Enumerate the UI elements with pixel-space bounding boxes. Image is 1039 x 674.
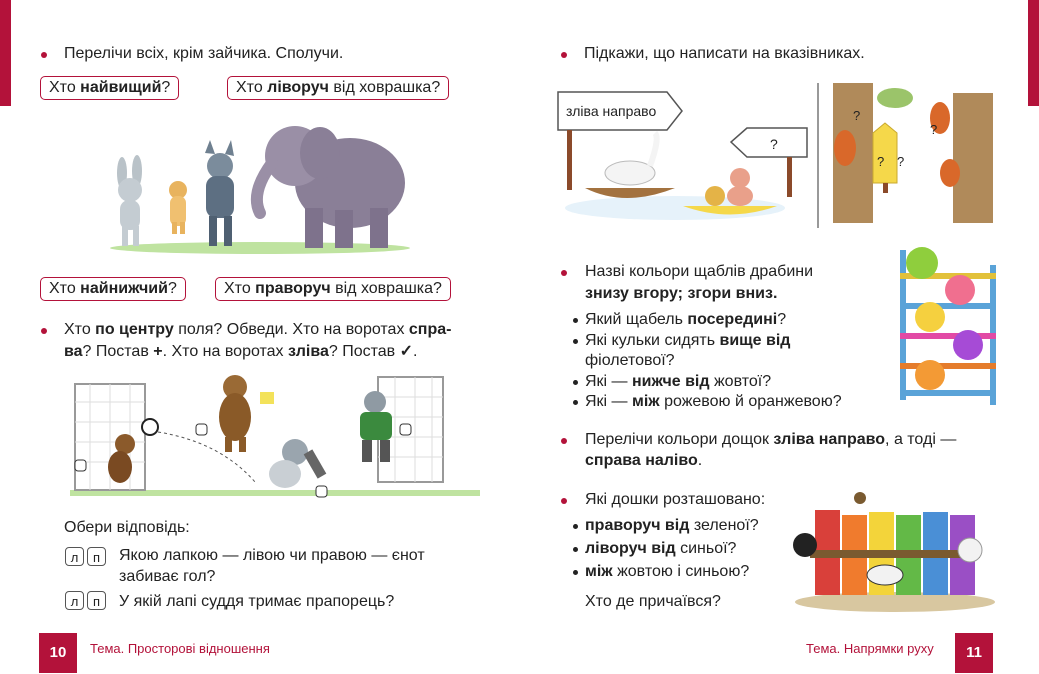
answer-question-1: Якою лапкою — лівою чи правою — єнот	[119, 547, 425, 564]
task-line: ва? Постав +. Хто на воротах зліва? Постав ✓.	[64, 343, 418, 360]
sub-question: ліворуч від синьої?	[585, 540, 737, 557]
sign2-label: ?	[770, 136, 778, 152]
task-line: справа наліво.	[585, 452, 703, 469]
footer-topic: Тема. Просторові відношення	[90, 641, 270, 656]
sign5-label: ?	[930, 122, 938, 137]
white-cat-figure	[958, 538, 982, 562]
sign-left-arrow	[731, 128, 807, 157]
rabbit-figure	[117, 155, 142, 246]
right-choice-box[interactable]: п	[87, 591, 106, 610]
right-choice-box[interactable]: п	[87, 547, 106, 566]
spotted-cat-figure	[867, 565, 903, 585]
sub-question: Які кульки сидять вище від	[585, 332, 791, 349]
task-instruction: Підкажи, що написати на вказівниках.	[584, 45, 865, 62]
task-question: Хто де причаївся?	[585, 593, 721, 610]
task-bullet	[561, 52, 567, 58]
page-number: 11	[955, 633, 993, 673]
sub-question-cont: фіолетової?	[585, 352, 675, 369]
question-box-right-of: Хто праворуч від ховрашка?	[215, 277, 451, 301]
answer-question-1-cont: забиває гол?	[119, 568, 216, 585]
task-bullet	[561, 270, 567, 276]
ball-icon	[142, 419, 158, 435]
task-title: Які дошки розташовано:	[585, 491, 766, 508]
svg-text:?: ?	[853, 108, 861, 123]
flag-icon	[260, 392, 274, 404]
sub-bullet	[573, 380, 578, 385]
elephant-figure	[257, 126, 405, 248]
left-choice-box[interactable]: л	[65, 591, 84, 610]
sub-bullet	[573, 400, 578, 405]
question-box-left-of: Хто ліворуч від ховрашка?	[227, 76, 449, 100]
task-instruction: Перелічи всіх, крім зайчика. Сполучи.	[64, 45, 344, 62]
task-line: Хто по центру поля? Обведи. Хто на воротах спра-	[64, 321, 452, 338]
answer-square	[196, 424, 207, 435]
monkey-figure	[108, 434, 135, 483]
bear-figure	[219, 375, 274, 452]
plus-icon: +	[153, 343, 163, 360]
task-bullet	[561, 438, 567, 444]
right-corner-marker	[1028, 0, 1039, 106]
left-choice-box[interactable]: л	[65, 547, 84, 566]
task-bullet	[561, 498, 567, 504]
task-bullet	[41, 52, 47, 58]
ladder-illustration	[890, 245, 1000, 405]
sub-bullet	[573, 318, 578, 323]
answer-square	[75, 460, 86, 471]
choose-title: Обери відповідь:	[64, 519, 190, 536]
sub-question: праворуч від зеленої?	[585, 517, 759, 534]
sub-bullet	[573, 339, 578, 344]
goalkeeper-figure	[360, 391, 392, 462]
sub-question: між жовтою і синьою?	[585, 563, 750, 580]
wolf-figure	[205, 140, 234, 246]
sub-question: Який щабель посередині?	[585, 311, 787, 328]
answer-square	[400, 424, 411, 435]
page-number: 10	[39, 633, 77, 673]
black-cat-figure	[793, 533, 817, 557]
task-line: Назві кольори щаблів драбини	[585, 263, 814, 280]
task-bullet	[41, 328, 47, 334]
animals-illustration	[100, 118, 410, 258]
sub-bullet	[573, 524, 578, 529]
sign3-label: ?	[877, 154, 885, 169]
sub-question: Які — між рожевою й оранжевою?	[585, 393, 842, 410]
question-box-shortest: Хто найнижчий?	[40, 277, 186, 301]
bird-figure	[854, 492, 866, 504]
sign4-label: ?	[897, 154, 905, 169]
task-line-bold: знизу вгору; згори вниз.	[585, 285, 778, 302]
sign1-label: зліва направо	[566, 103, 657, 119]
fence-illustration	[790, 490, 1000, 615]
sub-bullet	[573, 547, 578, 552]
check-icon: ✓	[399, 343, 414, 360]
task-line: Перелічи кольори дощок зліва направо, а тоді —	[585, 431, 957, 448]
soccer-illustration	[70, 372, 480, 502]
sub-question: Які — нижче від жовтої?	[585, 373, 772, 390]
answer-square	[316, 486, 327, 497]
gopher-figure	[169, 181, 187, 234]
raccoon-figure	[269, 439, 326, 488]
footer-topic: Тема. Напрямки руху	[806, 641, 934, 656]
sub-bullet	[573, 570, 578, 575]
answer-question-2: У якій лапі суддя тримає прапорець?	[119, 593, 395, 610]
left-corner-marker	[0, 0, 11, 106]
question-box-tallest: Хто найвищий?	[40, 76, 179, 100]
